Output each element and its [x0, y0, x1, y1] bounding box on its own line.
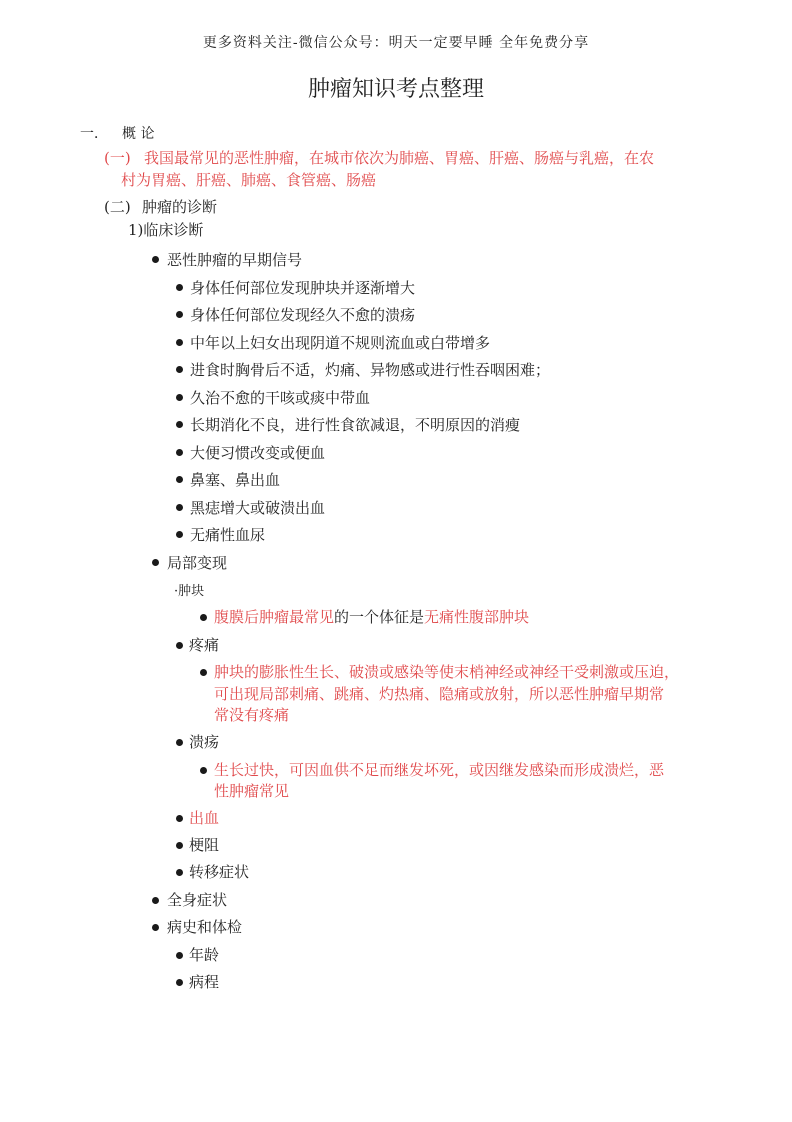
- list-item: 身体任何部位发现肿块并逐渐增大: [190, 279, 416, 297]
- pain-label: 疼痛: [189, 636, 220, 654]
- bullet-icon: [176, 815, 183, 822]
- mass-text-red: 腹膜后肿瘤最常见: [214, 608, 335, 626]
- ulcer-line2: 性肿瘤常见: [214, 782, 290, 800]
- bullet-icon: [176, 842, 183, 849]
- early-signals-label: 恶性肿瘤的早期信号: [167, 251, 303, 269]
- list-item: 长期消化不良，进行性食欲减退，不明原因的消瘦: [190, 416, 521, 434]
- pain-line2: 可出现局部刺痛、跳痛、灼热痛、隐痛或放射，所以恶性肿瘤早期常: [214, 685, 665, 703]
- item2-label: 肿瘤的诊断: [142, 198, 218, 216]
- section-label: 概 论: [122, 126, 155, 142]
- history-label: 病史和体检: [167, 918, 243, 936]
- mass-text: [214, 607, 529, 627]
- list-item: 身体任何部位发现经久不愈的溃疡: [190, 306, 416, 324]
- bullet-icon: [200, 614, 207, 621]
- page-header: 更多资料关注-微信公众号：明天一定要早睡 全年免费分享: [202, 35, 590, 51]
- bullet-icon: [176, 979, 183, 986]
- list-item: 无痛性血尿: [190, 526, 266, 544]
- systemic-label: 全身症状: [167, 891, 228, 909]
- list-item: 黑痣增大或破溃出血: [190, 499, 326, 517]
- bullet-icon: [176, 339, 183, 346]
- bullet-icon: [176, 504, 183, 511]
- bullet-icon: [152, 256, 159, 263]
- bullet-icon: [176, 394, 183, 401]
- bullet-icon: [176, 739, 183, 746]
- list-item: 鼻塞、鼻出血: [190, 471, 281, 489]
- ulcer-label: 溃疡: [189, 733, 220, 751]
- list-item: 中年以上妇女出现阴道不规则流血或白带增多: [190, 334, 491, 352]
- item1-number: (一): [104, 149, 131, 167]
- bullet-icon: [200, 669, 207, 676]
- item1-line1: 我国最常见的恶性肿瘤，在城市依次为肺癌、胃癌、肝癌、肠癌与乳癌，在农: [144, 149, 655, 167]
- age-label: 年龄: [189, 946, 220, 964]
- bullet-icon: [176, 421, 183, 428]
- item2-number: (二): [104, 198, 131, 216]
- list-item: 久治不愈的干咳或痰中带血: [190, 389, 371, 407]
- bullet-icon: [176, 311, 183, 318]
- bleed-label: 出血: [189, 809, 220, 827]
- metastasis-label: 转移症状: [189, 863, 250, 881]
- obstruct-label: 梗阻: [189, 836, 220, 854]
- mass-text-red2: 无痛性腹部肿块: [424, 608, 530, 626]
- bullet-icon: [152, 897, 159, 904]
- list-item: 大便习惯改变或便血: [190, 444, 326, 462]
- bullet-icon: [200, 767, 207, 774]
- clinical-diagnosis: 1)临床诊断: [128, 221, 204, 239]
- bullet-icon: [176, 642, 183, 649]
- ulcer-line1: 生长过快，可因血供不足而继发坏死，或因继发感染而形成溃烂，恶: [214, 761, 665, 779]
- item1-line2: 村为胃癌、肝癌、肺癌、食管癌、肠癌: [121, 171, 377, 189]
- mass-text-black: 的一个体征是: [334, 608, 425, 626]
- pain-line1: 肿块的膨胀性生长、破溃或感染等使末梢神经或神经干受刺激或压迫，: [214, 663, 680, 681]
- list-item: 进食时胸骨后不适，灼痛、异物感或进行性吞咽困难；: [190, 361, 551, 379]
- bullet-icon: [152, 559, 159, 566]
- mass-label: ·肿块: [174, 584, 205, 599]
- bullet-icon: [176, 284, 183, 291]
- bullet-icon: [176, 449, 183, 456]
- course-label: 病程: [189, 973, 220, 991]
- bullet-icon: [176, 476, 183, 483]
- bullet-icon: [152, 924, 159, 931]
- local-label: 局部变现: [167, 554, 228, 572]
- bullet-icon: [176, 952, 183, 959]
- page-title: 肿瘤知识考点整理: [307, 77, 484, 102]
- pain-line3: 常没有疼痛: [214, 706, 290, 724]
- section-number: 一．: [80, 126, 108, 142]
- bullet-icon: [176, 869, 183, 876]
- bullet-icon: [176, 531, 183, 538]
- bullet-icon: [176, 366, 183, 373]
